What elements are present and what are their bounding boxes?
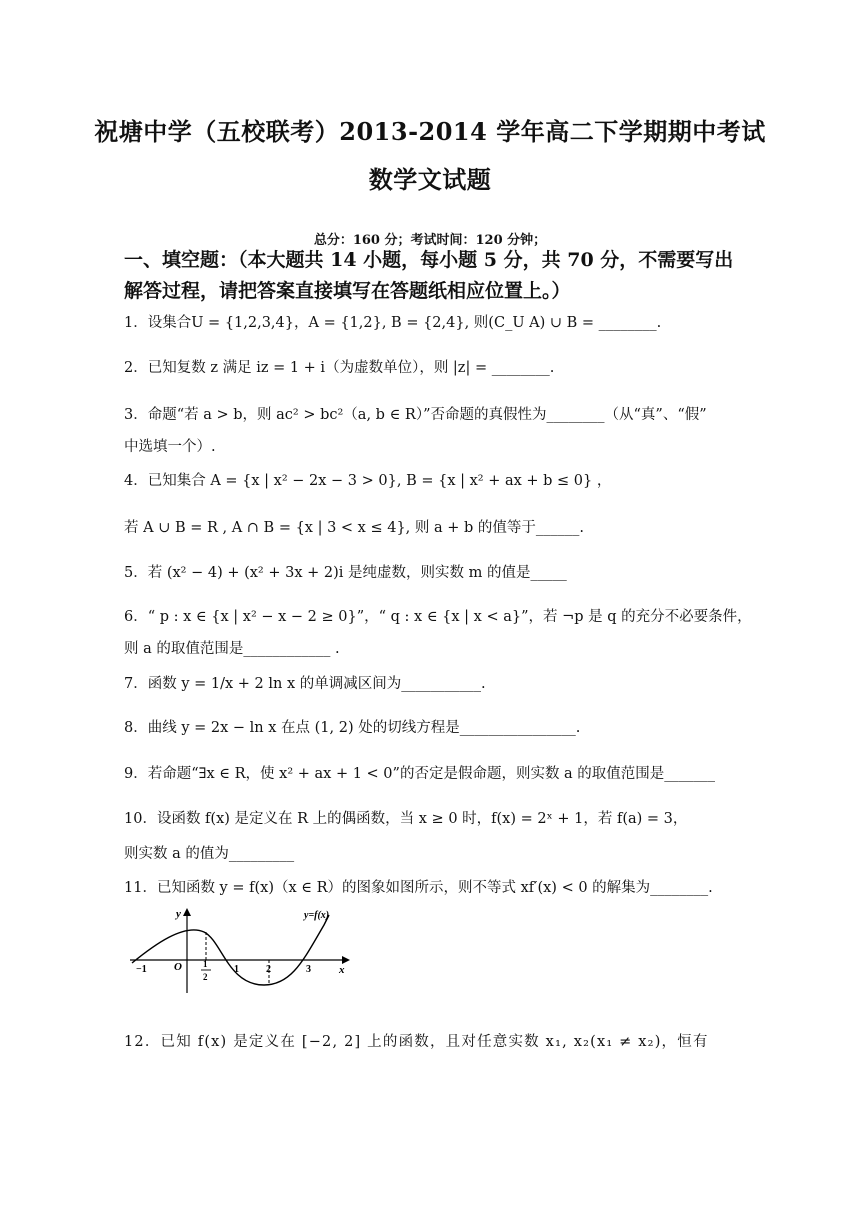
question-3-line2: 中选填一个）.: [124, 439, 216, 455]
question-2: 2．已知复数 z 满足 iz = 1 + i（为虚数单位），则 |z| = ________.: [124, 360, 555, 376]
question-6-line1: 6．“ p : x ∈ {x | x² − x − 2 ≥ 0}”，“ q : x ∈ {x | x < a}”，若 ¬p 是 q 的充分不必要条件，: [124, 609, 752, 625]
question-10-line2: 则实数 a 的值为_________: [124, 846, 295, 862]
question-10-line1: 10．设函数 f(x) 是定义在 R 上的偶函数，当 x ≥ 0 时，f(x) = 2ˣ + 1，若 f(a) = 3，: [124, 811, 688, 827]
curve-label: y=f(x): [304, 910, 330, 921]
exam-meta: 总分：160 分；考试时间：120 分钟；: [313, 233, 547, 248]
function-curve: [132, 915, 329, 985]
tick-two: 2: [266, 964, 271, 975]
tick-half-den: 2: [203, 972, 208, 982]
section-heading: 一、填空题：（本大题共 14 小题，每小题 5 分，共 70 分，不需要写出解答过程，请把答案直接填写在答题纸相应位置上。）: [124, 249, 734, 302]
x-axis-arrow: [342, 956, 350, 964]
question-8: 8．曲线 y = 2x − ln x 在点 (1, 2) 处的切线方程是________________.: [124, 720, 581, 736]
x-axis-label: x: [339, 964, 345, 976]
y-axis-label: y: [176, 908, 181, 920]
question-12: 12．已知 f(x) 是定义在 [−2, 2] 上的函数，且对任意实数 x₁, x₂(x₁ ≠ x₂)，恒有: [124, 1034, 709, 1050]
function-graph: [124, 905, 356, 997]
tick-neg-one: −1: [136, 964, 147, 975]
question-1: 1．设集合U = {1,2,3,4}，A = {1,2}, B = {2,4}, 则(C_U A) ∪ B = ________.: [124, 315, 662, 331]
question-4-line2: 若 A ∪ B = R , A ∩ B = {x | 3 < x ≤ 4}, 则 a + b 的值等于______.: [124, 520, 585, 536]
question-4-line1: 4．已知集合 A = {x | x² − 2x − 3 > 0}, B = {x | x² + ax + b ≤ 0} ，: [124, 473, 612, 489]
tick-one: 1: [234, 964, 239, 975]
question-9: 9．若命题“∃x ∈ R，使 x² + ax + 1 < 0”的否定是假命题，则实数 a 的取值范围是_______: [124, 766, 716, 782]
tick-half-num: 1: [203, 959, 208, 969]
exam-title: 祝塘中学（五校联考）2013-2014 学年高二下学期期中考试: [94, 117, 766, 146]
question-3-line1: 3．命题“若 a > b，则 ac² > bc²（a, b ∈ R）”否命题的真假性为________（从“真”、“假”: [124, 407, 707, 423]
origin-label: O: [174, 961, 182, 973]
question-6-line2: 则 a 的取值范围是____________ .: [124, 641, 340, 657]
exam-subtitle: 数学文试题: [368, 165, 492, 194]
question-11: 11．已知函数 y = f(x)（x ∈ R）的图象如图所示，则不等式 xf′(x) < 0 的解集为________.: [124, 880, 713, 896]
question-7: 7．函数 y = 1/x + 2 ln x 的单调减区间为___________.: [124, 676, 486, 692]
question-5: 5．若 (x² − 4) + (x² + 3x + 2)i 是纯虚数，则实数 m 的值是_____: [124, 565, 567, 581]
tick-three: 3: [306, 964, 311, 975]
y-axis-arrow: [183, 908, 191, 916]
